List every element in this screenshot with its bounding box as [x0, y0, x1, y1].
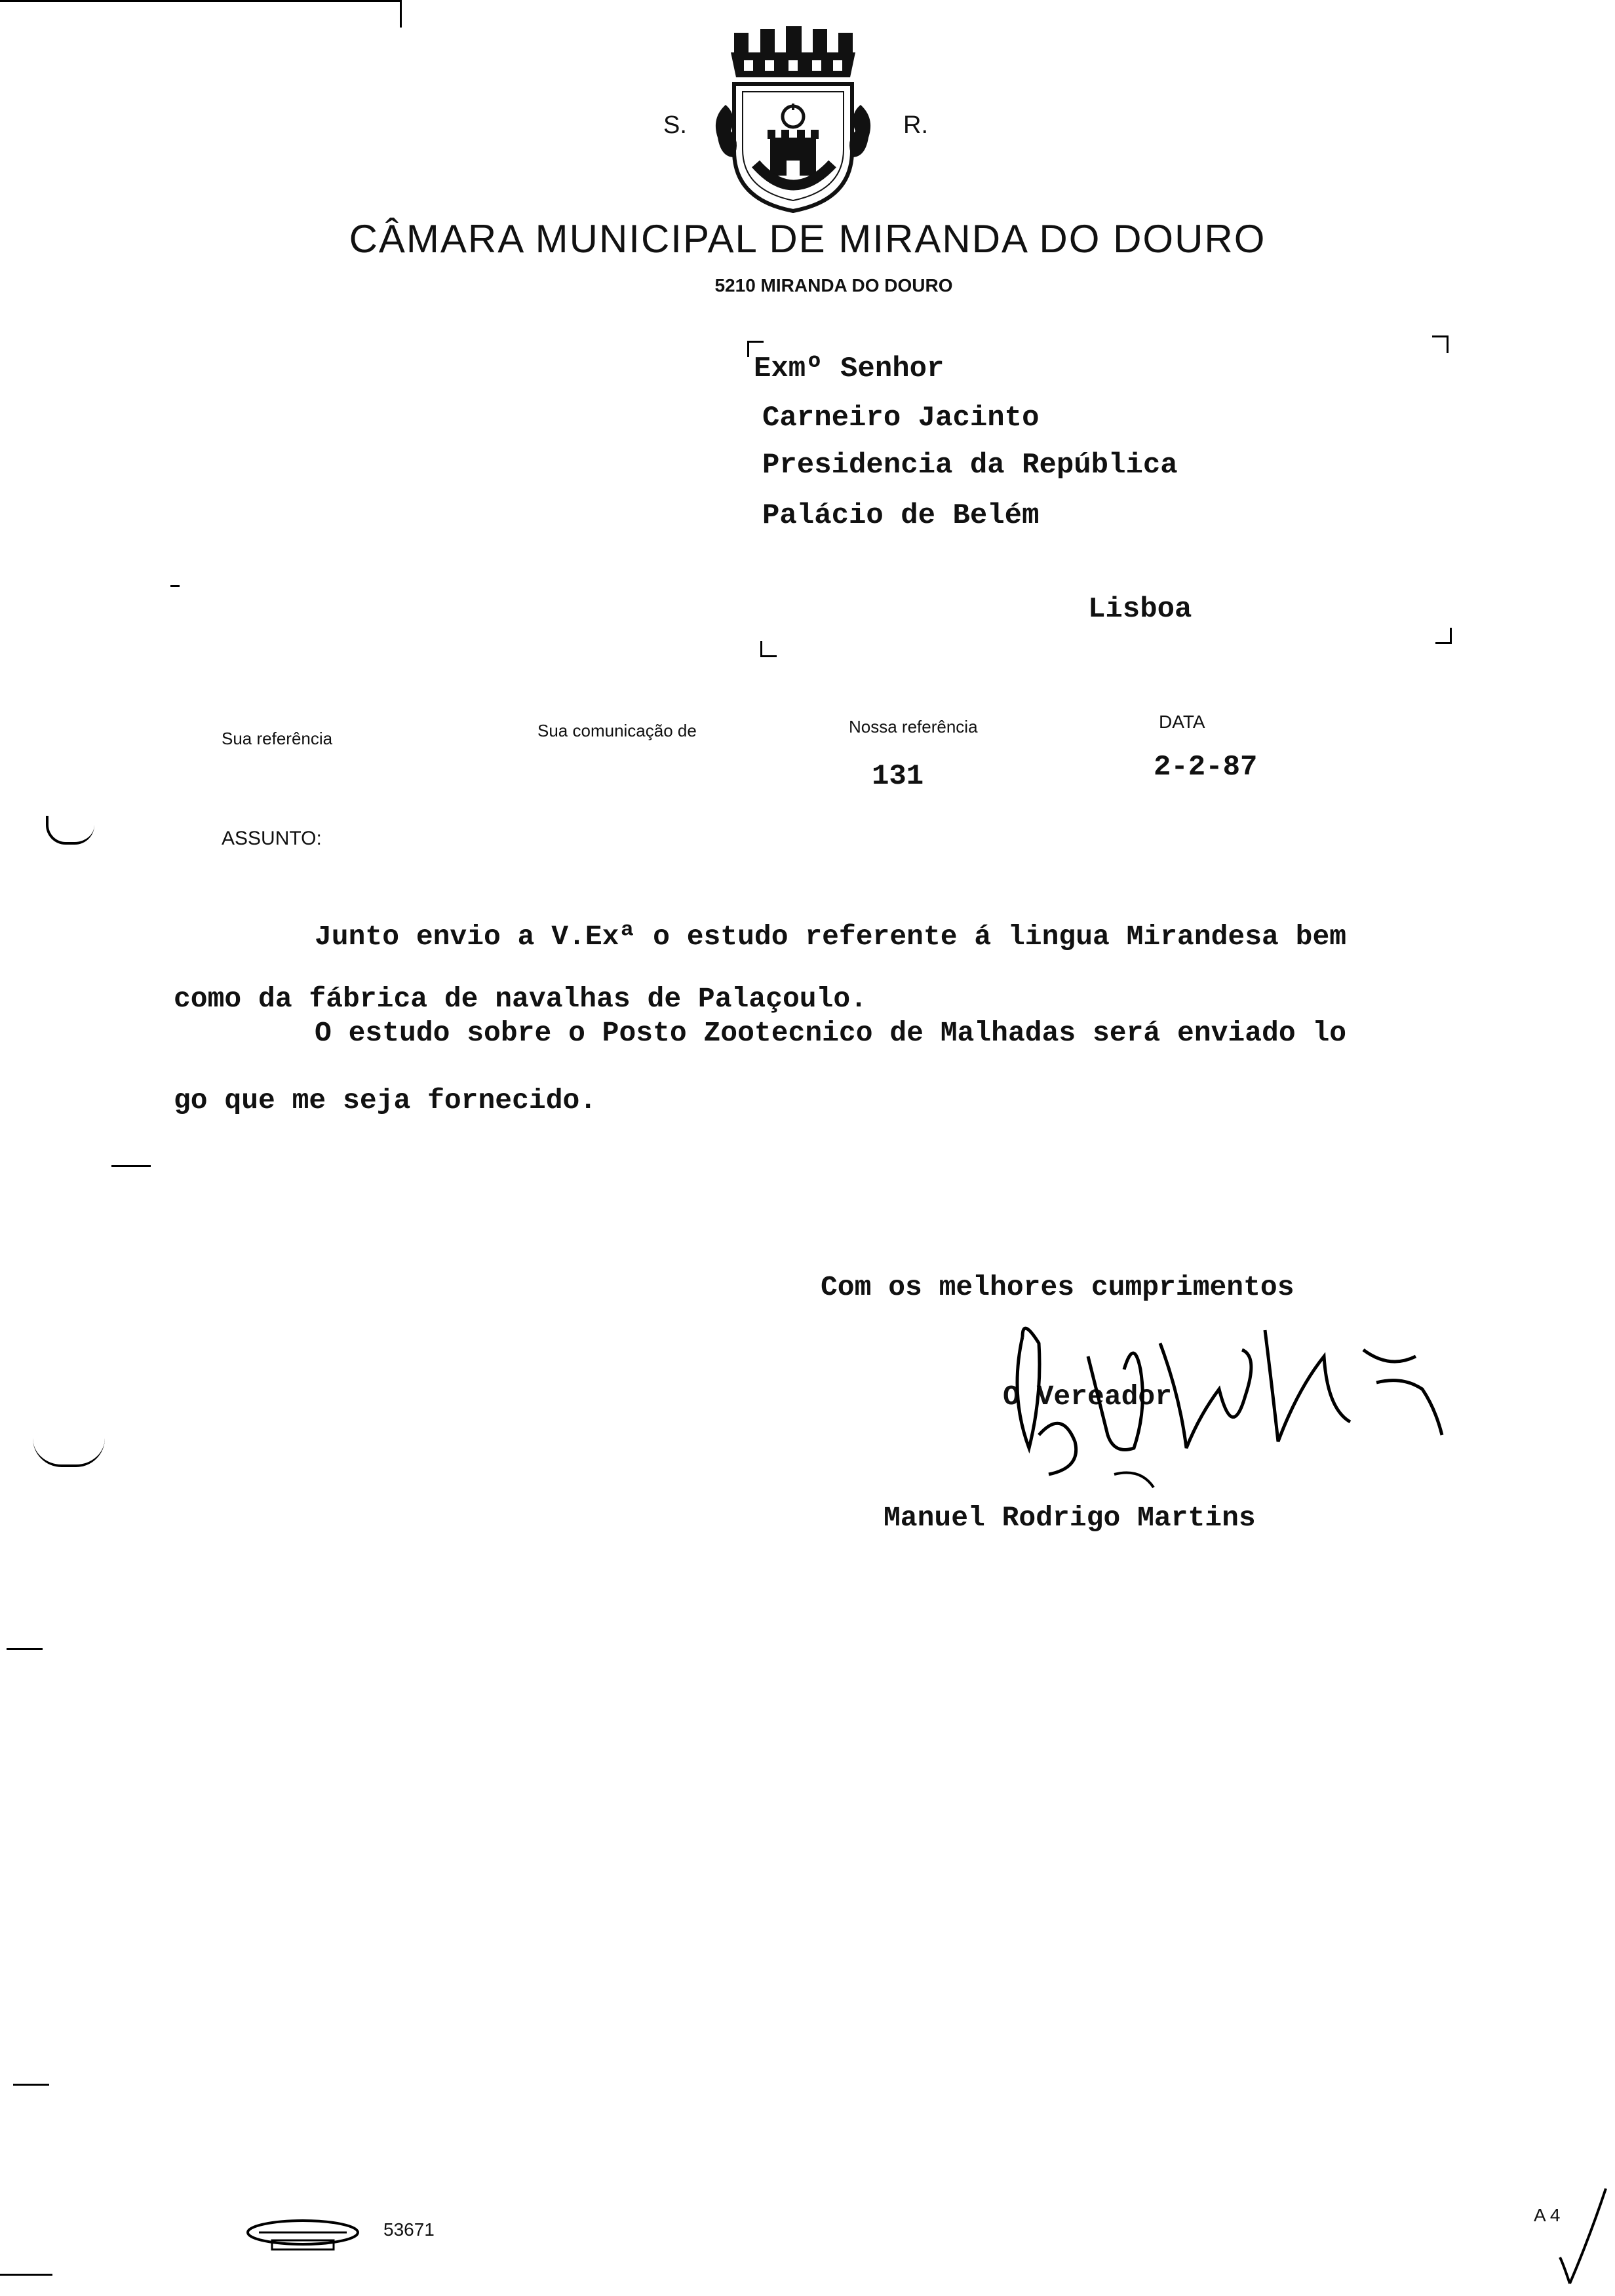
- body-line-4: go que me seja fornecido.: [174, 1084, 597, 1117]
- recipient-name: Carneiro Jacinto: [762, 402, 1040, 434]
- s-label: S.: [663, 111, 687, 139]
- date-value: 2-2-87: [1154, 751, 1258, 784]
- small-dash: [170, 585, 180, 587]
- coat-of-arms-icon: [705, 26, 882, 216]
- recipient-salutation: Exmº Senhor: [754, 353, 944, 385]
- paper-size-label: A 4: [1534, 2205, 1561, 2225]
- address-window-corner-bl: [760, 641, 777, 657]
- data-label: DATA: [1159, 712, 1205, 732]
- body-line-2: como da fábrica de navalhas de Palaçoulo.: [174, 983, 867, 1015]
- recipient-office: Presidencia da República: [762, 449, 1178, 482]
- top-rule: [0, 0, 400, 2]
- handwritten-signature: [983, 1317, 1481, 1514]
- organization-name: CÂMARA MUNICIPAL DE MIRANDA DO DOURO: [349, 217, 1266, 261]
- organization-address: 5210 MIRANDA DO DOURO: [714, 275, 953, 296]
- r-label: R.: [903, 111, 928, 139]
- printer-seal-icon: [246, 2218, 360, 2251]
- nossa-referencia-label: Nossa referência: [849, 717, 978, 737]
- signatory-title: O Vereador: [1003, 1381, 1173, 1413]
- punch-mark-2: [33, 1438, 105, 1467]
- nossa-referencia-value: 131: [872, 760, 924, 793]
- closing-greeting: Com os melhores cumprimentos: [821, 1271, 1294, 1303]
- form-number: 53671: [383, 2219, 435, 2240]
- corner-slash-mark: [1557, 2185, 1609, 2290]
- fold-mark-1: [111, 1165, 151, 1167]
- fold-mark-2: [7, 1648, 43, 1650]
- recipient-place: Palácio de Belém: [762, 499, 1040, 532]
- assunto-label: ASSUNTO:: [222, 828, 322, 849]
- recipient-city: Lisboa: [1088, 593, 1192, 626]
- punch-mark-1: [46, 816, 94, 845]
- fold-mark-4: [0, 2274, 52, 2276]
- signatory-name: Manuel Rodrigo Martins: [884, 1502, 1256, 1534]
- sua-comunicacao-label: Sua comunicação de: [537, 721, 697, 740]
- sua-referencia-label: Sua referência: [222, 729, 333, 748]
- fold-mark-3: [13, 2084, 49, 2086]
- body-line-3: O estudo sobre o Posto Zootecnico de Malhadas será enviado lo: [315, 1017, 1347, 1049]
- address-window-corner-tr: [1432, 335, 1449, 353]
- top-tick: [400, 0, 402, 28]
- body-line-1: Junto envio a V.Exª o estudo referente á lingua Mirandesa bem: [315, 921, 1347, 953]
- address-window-corner-br: [1435, 628, 1452, 644]
